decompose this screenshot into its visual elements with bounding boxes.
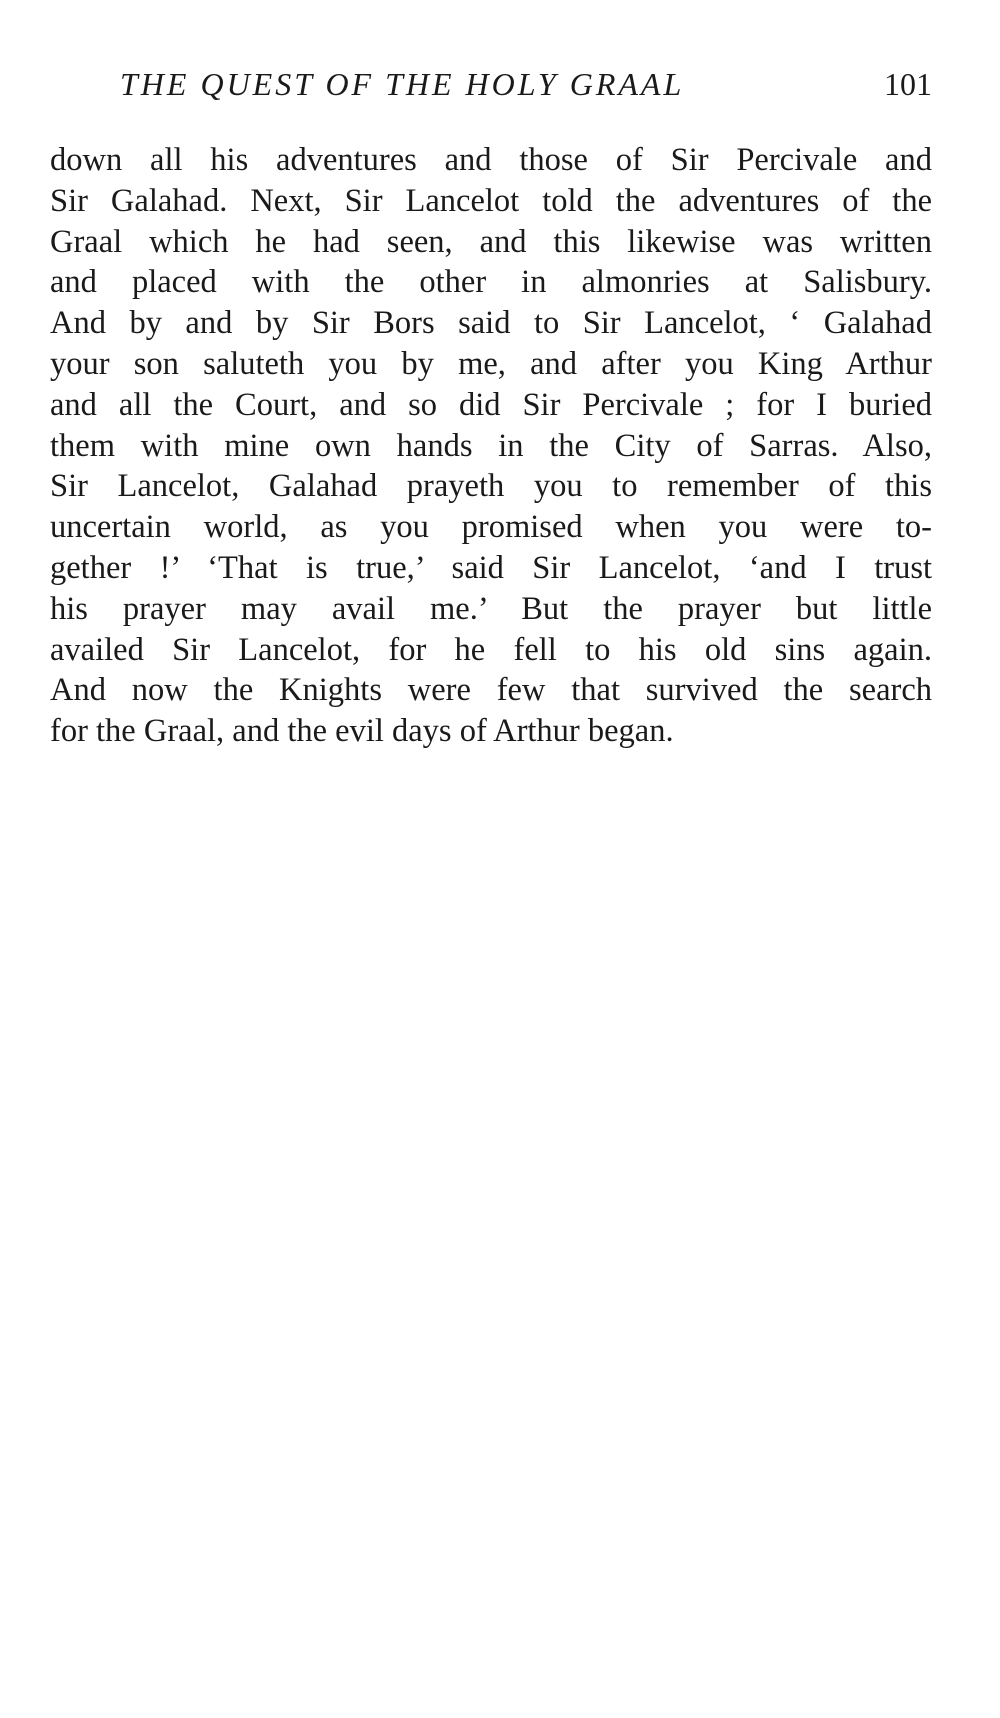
text-line: your son saluteth you by me, and after you King Arthur: [50, 345, 932, 382]
text-line: And by and by Sir Bors said to Sir Lancelot, ‘ Galahad: [50, 305, 932, 342]
text-line: Sir Galahad. Next, Sir Lancelot told the adventures of the: [50, 182, 932, 219]
page-number: 101: [884, 66, 932, 102]
text-line: availed Sir Lancelot, for he fell to his old sins again.: [50, 631, 932, 668]
text-line: down all his adventures and those of Sir Percivale and: [50, 142, 932, 178]
text-line: Sir Lancelot, Galahad prayeth you to remember of this: [50, 468, 932, 505]
text-line: And now the Knights were few that survived the search: [50, 672, 932, 709]
text-line: and all the Court, and so did Sir Percivale ; for I buried: [50, 386, 932, 423]
text-line: gether !’ ‘That is true,’ said Sir Lancelot, ‘and I trust: [50, 549, 932, 586]
body-text: [50, 140, 932, 752]
text-line: uncertain world, as you promised when you were to-: [50, 509, 932, 546]
text-line: and placed with the other in almonries at Salisbury.: [50, 264, 932, 301]
text-line: his prayer may avail me.’ But the prayer but little: [50, 590, 932, 627]
text-line: for the Graal, and the evil days of Arthur began.: [50, 713, 674, 750]
running-title: THE QUEST OF THE HOLY GRAAL: [120, 66, 685, 102]
text-line: Graal which he had seen, and this likewise was written: [50, 223, 932, 260]
text-line: them with mine own hands in the City of Sarras. Also,: [50, 427, 932, 464]
running-head: [120, 62, 932, 106]
